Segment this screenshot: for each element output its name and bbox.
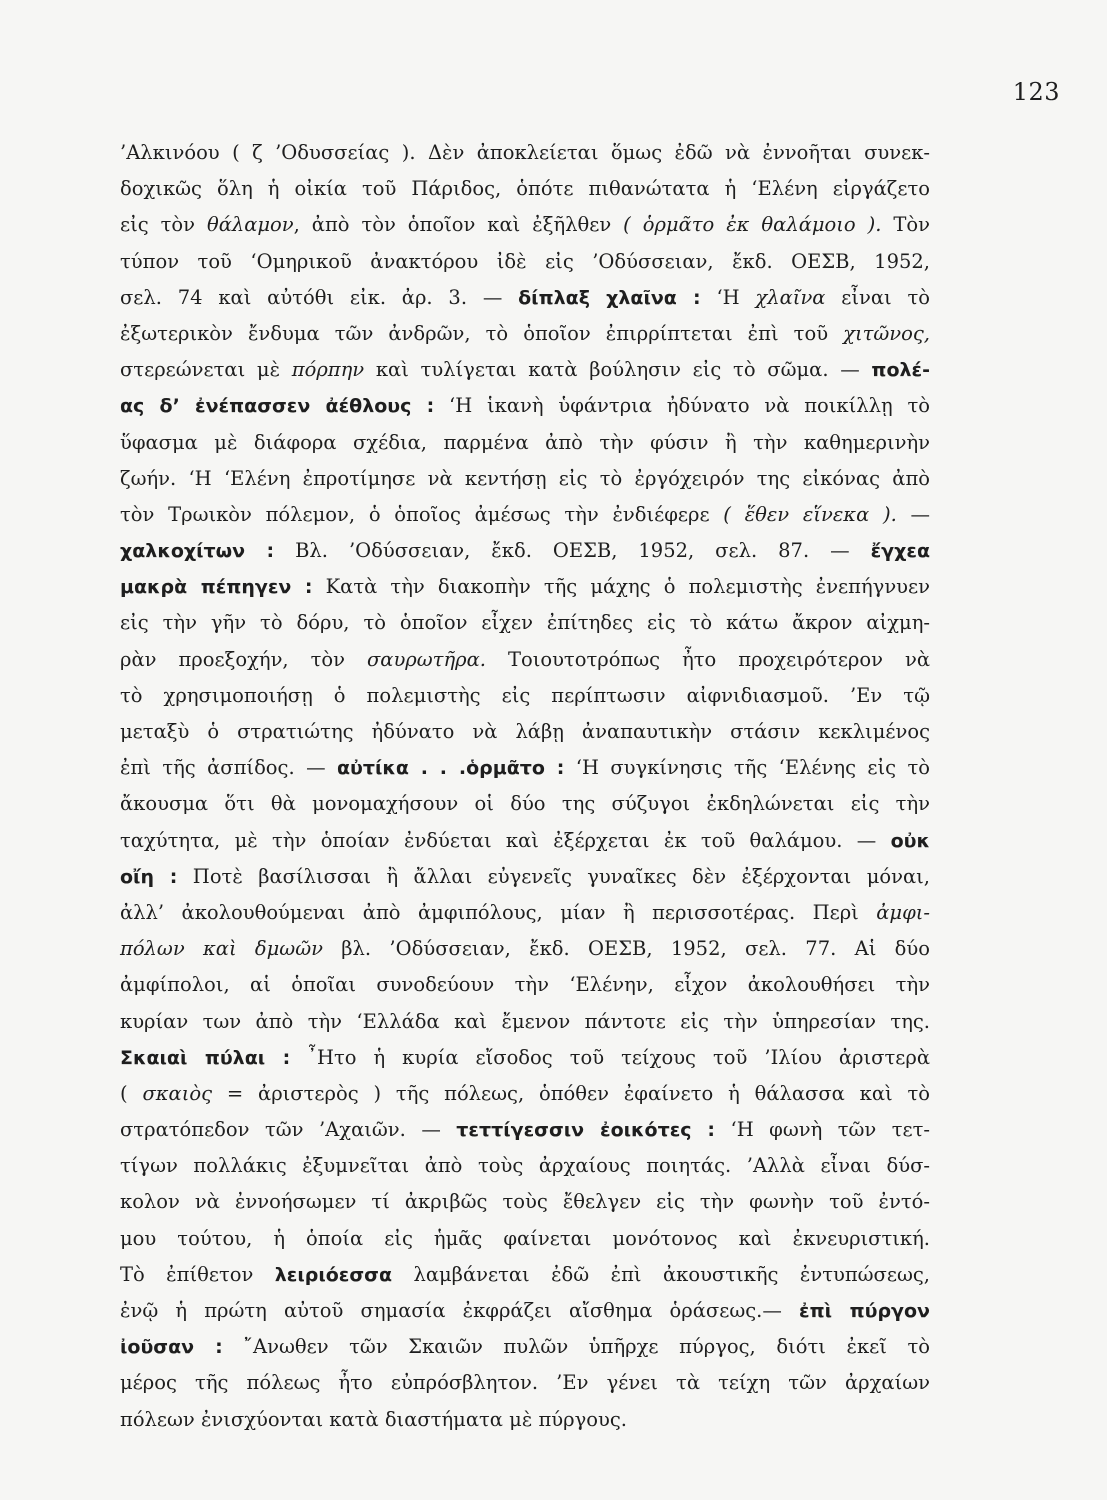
text-run: ἐνῷ ἡ πρώτη αὐτοῦ σημασία ἐκφράζει αἴσθημα ὁράσεως.— (120, 1299, 800, 1322)
text-line (120, 714, 930, 750)
text-run: μου τούτου, ἡ ὁποία εἰς ἡμᾶς φαίνεται μονότονος καὶ ἐκνευριστική. (120, 1226, 930, 1250)
italic-term: ( ὁρμᾶτο ἐκ θαλάμοιο ). (623, 213, 882, 237)
text-line (120, 533, 930, 569)
text-run: ἀμφίπολοι, αἱ ὁποῖαι συνοδεύουν τὴν ‘Ελένην, εἶχον ἀκολουθήσει τὴν (120, 973, 930, 997)
text-line (120, 135, 930, 171)
text-run: ὕφασμα μὲ διάφορα σχέδια, παρμένα ἀπὸ τὴν φύσιν ἢ τὴν καθημερινὴν (120, 430, 930, 454)
text-run: λαμβάνεται ἐδῶ ἐπὶ ἀκουστικῆς ἐντυπώσεως, (392, 1262, 930, 1286)
commentary-text (120, 135, 930, 1438)
text-line (120, 1402, 930, 1438)
lemma-term: οἴη : (120, 865, 178, 888)
lemma-term: ἔγχεα (870, 540, 930, 563)
text-line (120, 1365, 930, 1401)
text-line (120, 244, 930, 280)
lemma-term: μακρὰ πέπηγεν : (120, 576, 313, 599)
text-line (120, 1112, 930, 1148)
lemma-term: οὐκ (890, 829, 930, 852)
text-run: ταχύτητα, μὲ τὴν ὁποίαν ἐνδύεται καὶ ἐξέρχεται ἐκ τοῦ θαλάμου. — (120, 828, 891, 852)
text-run: , ἀπὸ τὸν ὁποῖον καὶ ἐξῆλθεν (293, 213, 624, 237)
text-run: Κατὰ τὴν διακοπὴν τῆς μάχης ὁ πολεμιστὴς ἐνεπήγνυεν (312, 575, 930, 599)
text-run: ῎Ανωθεν τῶν Σκαιῶν πυλῶν ὑπῆρχε πύργος, διότι ἐκεῖ τὸ (222, 1335, 931, 1359)
text-run: καὶ τυλίγεται κατὰ βούλησιν εἰς τὸ σῶμα. — (364, 358, 872, 382)
text-line (120, 1004, 930, 1040)
lemma-term: ἰοῦσαν : (120, 1336, 223, 1359)
italic-term: σαυρωτῆρα. (366, 647, 486, 671)
text-run: ( (120, 1081, 143, 1105)
italic-term: ( ἕθεν εἵνεκα ). (723, 502, 897, 526)
text-run: ζωήν. ‘Η ‘Ελένη ἐπροτίμησε νὰ κεντήσῃ εἰς τὸ ἐργόχειρόν της εἰκόνας ἀπὸ (120, 466, 930, 490)
text-run: εἶναι τὸ (825, 285, 930, 309)
lemma-term: αὐτίκα . . .ὁρμᾶτο : (336, 757, 565, 780)
text-run: Τὸν (881, 213, 930, 237)
text-line (120, 569, 930, 605)
text-run: στερεώνεται μὲ (120, 358, 292, 382)
text-run: ἄκουσμα ὅτι θὰ μονομαχήσουν οἱ δύο της σύζυγοι ἐκδηλώνεται εἰς τὴν (120, 792, 930, 816)
page-number: 123 (1012, 78, 1060, 106)
text-run: ‘Η (700, 285, 756, 309)
text-line (120, 316, 930, 352)
lemma-term: λειριόεσσα (274, 1263, 393, 1286)
lemma-term: τεττίγεσσιν ἐοικότες : (456, 1119, 716, 1142)
text-run: Βλ. ’Οδύσσειαν, ἔκδ. ΟΕΣΒ, 1952, σελ. 87. — (274, 539, 871, 563)
lemma-term: ἐπὶ πύργον (799, 1300, 930, 1322)
text-run: ἐπὶ τῆς ἀσπίδος. — (120, 756, 337, 780)
text-line (120, 352, 930, 388)
italic-term: σκαιὸς (142, 1081, 213, 1105)
text-line (120, 497, 930, 533)
text-line (120, 1329, 930, 1365)
text-run: βλ. ’Οδύσσειαν, ἔκδ. ΟΕΣΒ, 1952, σελ. 77. Αἱ δύο (322, 937, 930, 961)
text-run: ‘Η ἱκανὴ ὑφάντρια ἠδύνατο νὰ ποικίλλῃ τὸ (434, 394, 930, 418)
text-line (120, 1221, 930, 1257)
lemma-term: πολέ- (871, 359, 930, 382)
lemma-term: Σκαιαὶ πύλαι : (120, 1046, 291, 1069)
text-run: τὸ χρησιμοποιήσῃ ὁ πολεμιστὴς εἰς περίπτωσιν αἰφνιδιασμοῦ. ’Εν τῷ (120, 683, 930, 707)
text-line (120, 605, 930, 641)
lemma-term: δίπλαξ χλαῖνα : (518, 286, 701, 309)
text-run: ‘Η φωνὴ τῶν τετ- (715, 1118, 930, 1142)
text-line (120, 388, 930, 424)
text-run: ἀλλ’ ἀκολουθούμεναι ἀπὸ ἀμφιπόλους, μίαν ἢ περισσοτέρας. Περὶ (120, 900, 877, 924)
text-line (120, 1293, 930, 1329)
text-run: μέρος τῆς πόλεως ἦτο εὐπρόσβλητον. ’Εν γένει τὰ τείχη τῶν ἀρχαίων (120, 1371, 930, 1395)
italic-term: πόρπην (291, 358, 365, 382)
text-run: ἐξωτερικὸν ἔνδυμα τῶν ἀνδρῶν, τὸ ὁποῖον ἐπιρρίπτεται ἐπὶ τοῦ (120, 321, 844, 345)
text-line (120, 280, 930, 316)
text-line (120, 1148, 930, 1184)
text-line (120, 1040, 930, 1076)
text-run: κολον νὰ ἐννοήσωμεν τί ἀκριβῶς τοὺς ἔθελγεν εἰς τὴν φωνὴν τοῦ ἐντό- (120, 1190, 930, 1214)
text-run: εἰς τὸν (120, 213, 207, 237)
text-run: Ποτὲ βασίλισσαι ἢ ἄλλαι εὐγενεῖς γυναῖκες δὲν ἐξέρχονται μόναι, (177, 864, 930, 888)
text-line (120, 859, 930, 895)
lemma-term: χαλκοχίτων : (120, 540, 275, 563)
lemma-term: ας δ’ ἐνέπασσεν ἀέθλους : (120, 395, 435, 418)
text-run: Τοιουτοτρόπως ἦτο προχειρότερον νὰ (485, 647, 930, 671)
text-run: ‘Η συγκίνησις τῆς ‘Ελένης εἰς τὸ (564, 756, 931, 780)
text-run: δοχικῶς ὅλη ἡ οἰκία τοῦ Πάριδος, ὁπότε πιθανώτατα ἡ ‘Ελένη εἰργάζετο (120, 177, 930, 201)
italic-term: θάλαμον (206, 213, 294, 237)
text-line (120, 931, 930, 967)
italic-term: χλαῖνα (755, 285, 826, 309)
text-line (120, 425, 930, 461)
text-run: ’Αλκινόου ( ζ ’Οδυσσείας ). Δὲν ἀποκλείεται ὅμως ἐδῶ νὰ ἐννοῆται συνεκ- (120, 141, 930, 164)
text-run: Τὸ ἐπίθετον (120, 1262, 275, 1286)
text-run: = ἀριστερὸς ) τῆς πόλεως, ὁπόθεν ἐφαίνετο ἡ θάλασσα καὶ τὸ (212, 1081, 931, 1105)
text-line (120, 461, 930, 497)
text-line (120, 967, 930, 1003)
text-run: μεταξὺ ὁ στρατιώτης ἠδύνατο νὰ λάβῃ ἀναπαυτικὴν στάσιν κεκλιμένος (120, 720, 930, 743)
text-run: τὸν Τρωικὸν πόλεμον, ὁ ὁποῖος ἀμέσως τὴν ἐνδιέφερε (120, 502, 724, 526)
text-run: τίγων πολλάκις ἐξυμνεῖται ἀπὸ τοὺς ἀρχαίους ποιητάς. ’Αλλὰ εἶναι δύσ- (120, 1154, 930, 1178)
text-run: — (896, 502, 931, 526)
text-run: τύπον τοῦ ‘Ομηρικοῦ ἀνακτόρου ἰδὲ εἰς ’Οδύσσειαν, ἔκδ. ΟΕΣΒ, 1952, (120, 249, 930, 273)
text-run: κυρίαν των ἀπὸ τὴν ‘Ελλάδα καὶ ἔμενον πάντοτε εἰς τὴν ὑπηρεσίαν της. (120, 1009, 930, 1033)
text-line (120, 823, 930, 859)
text-line (120, 786, 930, 822)
text-line (120, 1076, 930, 1112)
text-run: ρὰν προεξοχήν, τὸν (120, 647, 367, 671)
text-line (120, 895, 930, 931)
text-line (120, 1184, 930, 1220)
text-line (120, 171, 930, 207)
text-run: πόλεων ἐνισχύονται κατὰ διαστήματα μὲ πύργους. (120, 1407, 627, 1431)
text-run: στρατόπεδον τῶν ’Αχαιῶν. — (120, 1118, 457, 1142)
text-line (120, 678, 930, 714)
text-line (120, 642, 930, 678)
text-run: ῏Ητο ἡ κυρία εἴσοδος τοῦ τείχους τοῦ ’Ιλίου ἀριστερὰ (290, 1045, 931, 1069)
text-line (120, 1257, 930, 1293)
text-line (120, 750, 930, 786)
text-line (120, 207, 930, 243)
italic-term: χιτῶνος, (843, 321, 930, 345)
italic-term: ἀμφι- (876, 900, 930, 924)
text-run: εἰς τὴν γῆν τὸ δόρυ, τὸ ὁποῖον εἶχεν ἐπίτηδες εἰς τὸ κάτω ἄκρον αἰχμη- (120, 611, 930, 635)
italic-term: πόλων καὶ δμωῶν (120, 937, 323, 961)
text-run: σελ. 74 καὶ αὐτόθι εἰκ. ἀρ. 3. — (120, 285, 519, 309)
